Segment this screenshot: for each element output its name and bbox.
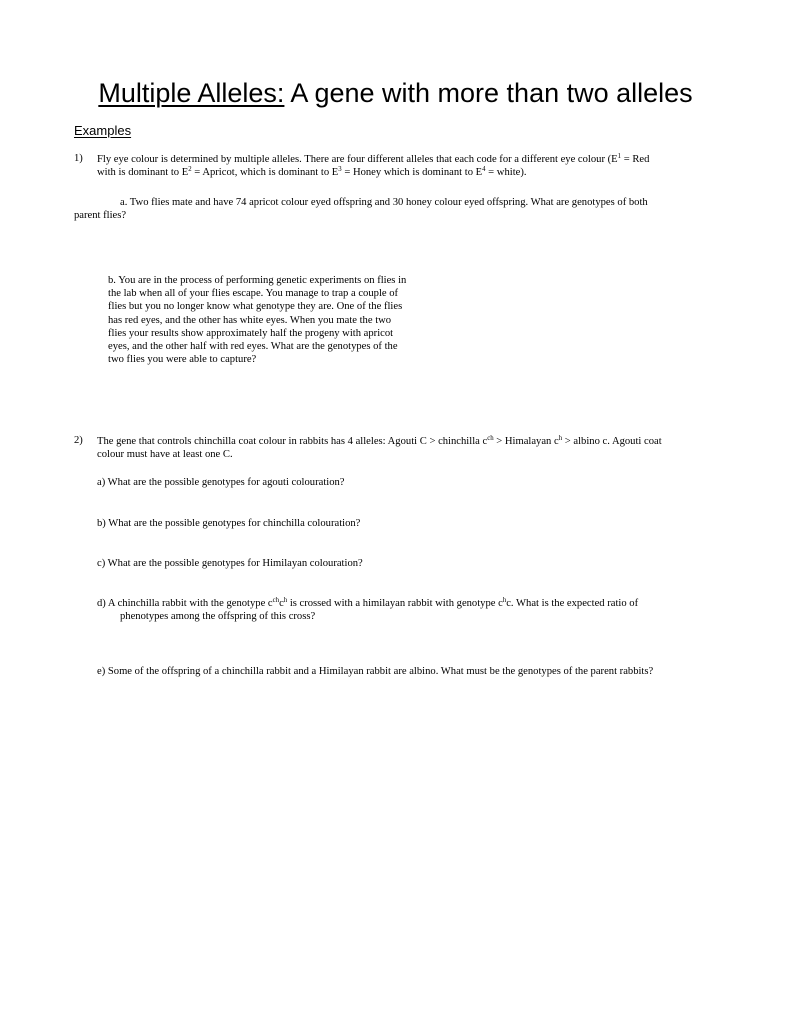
superscript: 2 [188, 166, 192, 173]
q1-stem-line2 [97, 166, 527, 179]
q2-stem-line2: colour must have at least one C. [97, 449, 233, 460]
part-b-line: flies your results show approximately half the progeny with apricot [108, 327, 394, 339]
title-underlined: Multiple Alleles: [98, 78, 285, 108]
q1-text: = Honey which is dominant to E [341, 167, 483, 178]
part-b-line: the lab when all of your flies escape. You manage to trap a couple of [108, 288, 399, 300]
examples-heading: Examples [74, 123, 132, 138]
q2-part-d-line2: phenotypes among the offspring of this cross? [120, 611, 316, 622]
q2-text: > Himalayan c [493, 436, 559, 447]
q2-part-e: e) Some of the offspring of a chinchilla rabbit and a Himilayan rabbit are albino. What must be the genotypes of the parent rabbits? [97, 666, 654, 677]
q2-part-d-line1 [97, 597, 638, 610]
part-b-line: b. You are in the process of performing genetic experiments on flies in [108, 275, 407, 286]
q2-part-c: c) What are the possible genotypes for Himilayan colouration? [97, 558, 363, 569]
q2-part-b: b) What are the possible genotypes for chinchilla colouration? [97, 518, 361, 529]
q2-number: 2) [74, 435, 83, 446]
superscript: ch [487, 435, 494, 442]
superscript: 3 [338, 166, 342, 173]
q2-text: The gene that controls chinchilla coat colour in rabbits has 4 alleles: Agouti C > chinchilla c [97, 436, 488, 447]
superscript: h [558, 435, 563, 442]
superscript: 1 [617, 153, 622, 160]
q1-text: = white). [485, 167, 527, 178]
q2-text: d) A chinchilla rabbit with the genotype c [97, 598, 273, 609]
page-title [0, 76, 791, 110]
q2-text: c. What is the expected ratio of [506, 598, 639, 609]
part-b-line: flies but you no longer know what genotype they are. One of the flies [108, 301, 403, 313]
q2-stem-line1 [97, 435, 662, 448]
superscript: ch [272, 597, 280, 604]
q2-part-a: a) What are the possible genotypes for agouti colouration? [97, 477, 345, 488]
q1-number: 1) [74, 153, 83, 164]
q1-part-a-line2: parent flies? [74, 210, 127, 221]
title-rest: A gene with more than two alleles [284, 78, 693, 108]
q1-text: = Red [621, 154, 650, 165]
q2-text: c [279, 598, 284, 609]
q1-part-a-line1: a. Two flies mate and have 74 apricot colour eyed offspring and 30 honey colour eyed offspring. What are genotypes of both [120, 197, 648, 208]
q2-text: is crossed with a himilayan rabbit with genotype c [287, 598, 503, 609]
superscript: h [502, 597, 507, 604]
part-b-line: has red eyes, and the other has white eyes. When you mate the two [108, 314, 392, 326]
q1-text: Fly eye colour is determined by multiple alleles. There are four different alleles that each code for a different eye colour (E [97, 154, 618, 165]
q1-text: with is dominant to E [97, 167, 189, 178]
superscript: h [283, 597, 288, 604]
superscript: 4 [482, 166, 486, 173]
part-b-line: eyes, and the other half with red eyes. What are the genotypes of the [108, 341, 398, 353]
part-b-line: two flies you were able to capture? [108, 354, 257, 366]
q1-stem-line1 [97, 153, 649, 166]
q1-part-b [108, 274, 406, 366]
q2-text: > albino c. Agouti coat [562, 436, 662, 447]
q1-text: = Apricot, which is dominant to E [191, 167, 339, 178]
